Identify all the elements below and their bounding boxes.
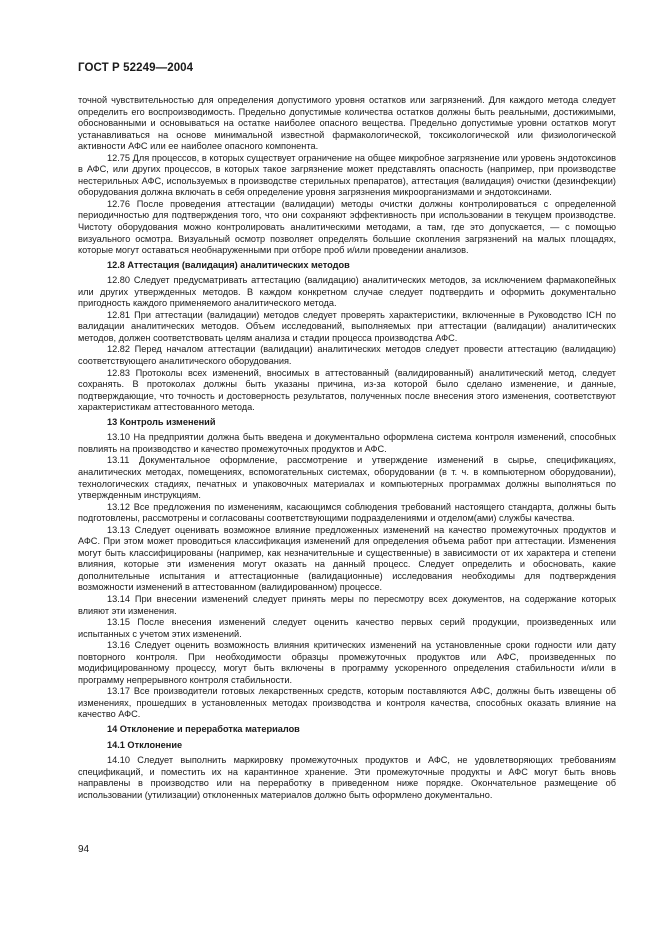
section-heading: 12.8 Аттестация (валидация) аналитических методов: [107, 259, 350, 270]
paragraph: 13.16 Следует оценить возможность влияния критических изменений на установленные сроки годности или дату повторного контроля. При необходимости образцы промежуточных продуктов или АФС, произведенных по модифицированному процессу, могут быть включены в программу ускоренного определения стабильности и/или в программу непрерывного контроля стабильности.: [78, 640, 616, 685]
document-header: ГОСТ Р 52249—2004: [78, 62, 194, 74]
section-heading: 13 Контроль изменений: [107, 416, 216, 427]
paragraph: 12.82 Перед началом аттестации (валидации) аналитических методов следует провести аттестацию (валидацию) соответствующего аналитического оборудования.: [78, 344, 616, 367]
page-number: 94: [78, 844, 90, 855]
paragraph: 12.75 Для процессов, в которых существует ограничение на общее микробное загрязнение или уровень эндотоксинов в АФС, или других процессов, в которых такое загрязнение может представлять опасность (например, при производстве нестерильных АФС, используемых в производстве стерильных препаратов), аттестация (валидация) очистки (дезинфекции) оборудования должна включать в себя определение уровня загрязнения микроорганизмами и эндотоксинами.: [78, 152, 616, 198]
paragraph: 13.10 На предприятии должна быть введена и документально оформлена система контроля изменений, способных повлиять на производство и качество промежуточных продуктов и АФС.: [78, 432, 616, 454]
section-heading: 14 Отклонение и переработка материалов: [107, 723, 300, 734]
paragraph: 13.11 Документальное оформление, рассмотрение и утверждение изменений в сырье, спецификациях, аналитических методах, помещениях, вспомогательных системах, оборудовании (в т. ч. в компьютерном оборудовании), технологических стадиях, печатных и упаковочных материалах и компьютерных программах должны выполняться по утвержденным инструкциям.: [78, 455, 616, 501]
paragraph: 12.81 При аттестации (валидации) методов следует проверять характеристики, включенные в Руководство ICH по валидации аналитических методов. Объем исследований, выполняемых при аттестации (валидации) аналитических методов, должен соответствовать целям анализа и стадии процесса производства АФС.: [78, 309, 616, 343]
paragraph: 13.14 При внесении изменений следует принять меры по пересмотру всех документов, на содержание которых влияют эти изменения.: [78, 593, 616, 616]
paragraph: 13.13 Следует оценивать возможное влияние предложенных изменений на качество промежуточных продуктов и АФС. При этом может проводиться классификация изменений для определения объема работ при аттестации. Изменения могут быть классифицированы (например, как незначительные и существенные) в зависимости от их характера и степени влияния, которые эти изменения могут оказать на данный процесс. Следует определить и обосновать, какие дополнительные испытания и аттестационные (валидационные) исследования необходимы для подтверждения возможности изменений в аттестованном (валидированном) процессе.: [78, 524, 616, 593]
paragraph: 12.76 После проведения аттестации (валидации) методы очистки должны контролироваться с определенной периодичностью для подтверждения того, что они сохраняют эффективность при использовании в текущем производстве. Чистоту оборудования можно контролировать аналитическими методами, а там, где это допускается, — с помощью визуального осмотра. Визуальный осмотр позволяет определять большие скопления загрязнений на малых площадях, которые могут оставаться необнаруженными при отборе проб и/или проведении анализов.: [78, 198, 616, 256]
document-body: [78, 95, 616, 801]
paragraph: 12.80 Следует предусматривать аттестацию (валидацию) аналитических методов, за исключением фармакопейных или других утвержденных методов. В каждом конкретном случае следует подтвердить и оформить документально пригодность каждого применяемого аналитического метода.: [78, 275, 616, 309]
paragraph: 13.15 После внесения изменений следует оценить качество первых серий продукции, произведенных или испытанных с учетом этих изменений.: [78, 617, 616, 639]
paragraph: 13.12 Все предложения по изменениям, касающимся соблюдения требований настоящего стандарта, должны быть подготовлены, рассмотрены и согласованы соответствующими подразделениями и отделом(ами) службы качества.: [78, 501, 616, 524]
paragraph: 13.17 Все производители готовых лекарственных средств, которым поставляются АФС, должны быть извещены об изменениях, прошедших в установленных методах производства и контроля качества, способных оказать влияние на качество АФС.: [78, 686, 616, 720]
section-heading: 14.1 Отклонение: [107, 739, 183, 750]
paragraph: точной чувствительностью для определения допустимого уровня остатков или загрязнений. Для каждого метода следует определить его воспроизводимость. Предельно допустимые количества остатков должны быть реальными, достижимыми, обоснованными и основываться на остатке наиболее опасного вещества. Предельно допустимые уровни остатков могут устанавливаться на основе минимальной известной фармакологической, токсикологической или физиологической активности АФС или ее наиболее опасного компонента.: [78, 95, 616, 152]
paragraph: 12.83 Протоколы всех изменений, вносимых в аттестованный (валидированный) аналитический метод, следует сохранять. В протоколах должны быть указаны причина, из-за которой было сделано изменение, и данные, подтверждающие, что точность и достоверность результатов, полученных после внесения этого изменения, соответствуют характеристикам аттестованного метода.: [78, 367, 616, 413]
paragraph: 14.10 Следует выполнить маркировку промежуточных продуктов и АФС, не удовлетворяющих требованиям спецификаций, и поместить их на карантинное хранение. Эти промежуточные продукты и АФС могут быть вновь направлены в производство или на переработку в приведенном ниже порядке. Окончательное размещение об использовании (утилизации) отклоненных материалов должно быть оформлено документально.: [78, 755, 616, 800]
